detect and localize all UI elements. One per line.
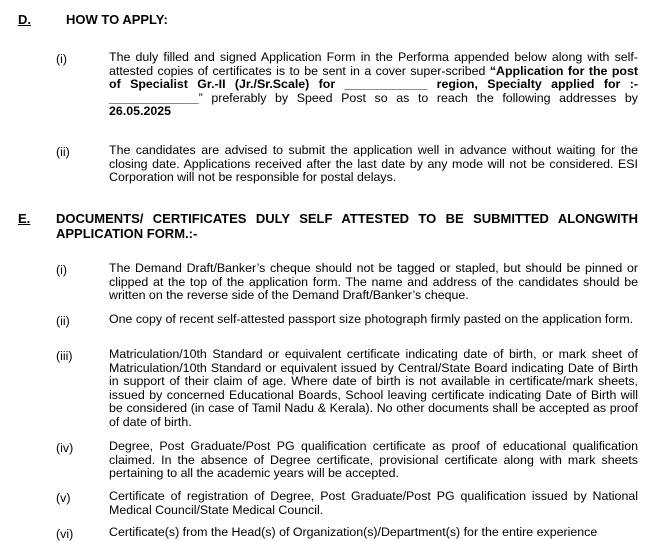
section-d-item-2-text: The candidates are advised to submit the application well in advance without waiting for the closing date. Applications received after the last date by any mode will not be considered. ESI Corporation will not be responsible for postal delays. xyxy=(109,143,638,185)
section-d-letter: D. xyxy=(18,12,31,27)
section-d-item-1-number: (i) xyxy=(56,52,68,66)
section-d-item-1-part2: ” preferably by Speed Post so as to reach the following addresses by xyxy=(198,90,638,105)
section-e-item-1-number: (i) xyxy=(56,263,68,277)
section-d-item-2-number: (ii) xyxy=(56,145,70,159)
section-e-item-3-text: Matriculation/10th Standard or equivalent certificate indicating date of birth, or mark sheet of Matriculation/10th Standard or equivalent issued by Central/State Board indicating Date of Birth in support of their claim of age. Where date of birth is not available in certificate/mark sheets, issued by concerned Educational Boards, School leaving certificate indicating Date of Birth will be considered (in case of Tamil Nadu & Kerala). No other documents shall be accepted as proof of date of birth. xyxy=(109,347,638,429)
section-e-item-4-text: Degree, Post Graduate/Post PG qualification certificate as proof of educational qualification claimed. In the absence of Degree certificate, provisional certificate along with mark sheets pertaining to all the academic years will be accepted. xyxy=(109,439,638,481)
section-e-item-6-text: Certificate(s) from the Head(s) of Organization(s)/Department(s) for the entire experience xyxy=(109,525,598,539)
section-e-letter: E. xyxy=(18,211,31,226)
section-e-item-2-text: One copy of recent self-attested passport size photograph firmly pasted on the application form. xyxy=(109,312,634,326)
section-d-last-date: 26.05.2025 xyxy=(109,104,172,119)
section-e-item-3-number: (iii) xyxy=(56,349,73,363)
section-d-item-1-text xyxy=(109,51,638,119)
section-e-item-1-text: The Demand Draft/Banker’s cheque should not be tagged or stapled, but should be pinned or clipped at the top of the application form. The name and address of the candidates should be written on the reverse side of the Demand Draft/Banker’s cheque. xyxy=(109,261,638,303)
section-e-item-5-number: (v) xyxy=(56,491,71,505)
section-d-item-1-post-title: “Application for the post of Specialist Gr.-II (Jr./Sr.Scale) for ____________ region, Specialty applied for :- _____________ xyxy=(109,63,638,105)
section-d-title: HOW TO APPLY: xyxy=(66,12,168,27)
section-e-title: DOCUMENTS/ CERTIFICATES DULY SELF ATTESTED TO BE SUBMITTED ALONGWITH APPLICATION FORM.:- xyxy=(56,211,638,241)
section-d-item-1-part1: The duly filled and signed Application Form in the Performa appended below along with self-attested copies of certificates is to be sent in a cover super-scribed xyxy=(109,50,638,78)
section-e-item-4-number: (iv) xyxy=(56,441,74,455)
section-e-item-5-text: Certificate of registration of Degree, Post Graduate/Post PG qualification issued by National Medical Council/State Medical Council. xyxy=(109,489,638,517)
section-e-item-6-number: (vi) xyxy=(56,527,74,541)
section-e-item-2-number: (ii) xyxy=(56,314,70,328)
